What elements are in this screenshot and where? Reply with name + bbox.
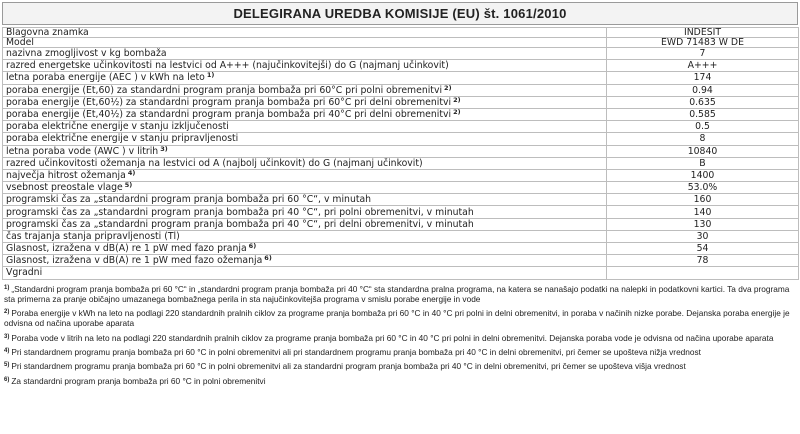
spec-label-cell: [3, 60, 607, 72]
spec-label-cell: [3, 96, 607, 108]
spec-row: [3, 38, 799, 48]
spec-label-cell: [3, 194, 607, 206]
footnote-ref: 3): [160, 145, 168, 153]
spec-value: 0.94: [607, 84, 799, 96]
footnote-text: Poraba energije v kWh na leto na podlagi 220 standardnih pralnih ciklov za programe pranja bombaža pri 60 °C in 40 °C pri polni in delni obremenitvi, in poraba v načinih nizke porabe. Dejanska poraba energije je odvisna od načina uporabe aparata: [4, 308, 790, 329]
footnote-ref: 2): [453, 96, 461, 104]
spec-row: [3, 218, 799, 230]
spec-row: [3, 255, 799, 267]
spec-value: 0.585: [607, 108, 799, 120]
footnote-item: [4, 376, 798, 386]
spec-label-cell: [3, 157, 607, 169]
footnote-ref: 1): [206, 71, 215, 80]
footnote-number: 6): [4, 376, 10, 383]
spec-row: [3, 60, 799, 72]
spec-label: programski čas za „standardni program pranja bombaža pri 40 °C“, pri delni obremenitvi, v minutah: [6, 218, 474, 230]
spec-label-cell: [3, 230, 607, 242]
spec-label: razred učinkovitosti ožemanja na lestvici od A (najbolj učinkovit) do G (najmanj učinkovit): [6, 157, 423, 169]
spec-value: 78: [607, 255, 799, 267]
spec-row: [3, 169, 799, 181]
footnotes: [2, 284, 798, 386]
spec-label: Glasnost, izražena v dB(A) re 1 pW med fazo ožemanja: [6, 255, 263, 267]
footnote-ref: 4): [127, 169, 136, 177]
spec-label: poraba energije (Et,60½) za standardni program pranja bombaža pri 60°C pri delni obremenitvi: [6, 96, 452, 108]
footnote-ref: 6): [248, 242, 257, 251]
spec-value: 1400: [607, 169, 799, 181]
spec-value: 0.635: [607, 96, 799, 108]
spec-row: [3, 48, 799, 60]
footnote-item: [4, 333, 798, 343]
spec-label-cell: [3, 72, 607, 84]
spec-label: programski čas za „standardni program pranja bombaža pri 40 °C“, pri polni obremenitvi, v minutah: [6, 206, 474, 218]
spec-value: A+++: [607, 60, 799, 72]
spec-row: [3, 84, 799, 96]
spec-label: letna poraba vode (AWC ) v litrih: [6, 145, 159, 157]
spec-value: 140: [607, 206, 799, 218]
footnote-item: [4, 347, 798, 357]
spec-label: poraba električne energije v stanju pripravljenosti: [6, 133, 239, 145]
spec-label: največja hitrost ožemanja: [6, 169, 126, 181]
spec-label: razred energetske učinkovitosti na lestvici od A+++ (najučinkovitejši) do G (najmanj učinkovit): [6, 60, 449, 72]
spec-label-cell: [3, 169, 607, 181]
spec-value: 8: [607, 133, 799, 145]
spec-row: [3, 182, 799, 194]
footnote-number: 5): [4, 362, 10, 369]
spec-row: [3, 206, 799, 218]
spec-label-cell: [3, 206, 607, 218]
spec-label-cell: [3, 28, 607, 38]
spec-label-cell: [3, 243, 607, 255]
spec-label: vsebnost preostale vlage: [6, 182, 123, 194]
spec-row: [3, 230, 799, 242]
footnote-text: Pri standardnem programu pranja bombaža pri 60 °C in polni obremenitvi ali za standardni program pranja bombaža pri 40 °C in delni obremenitvi, pri čemer se upošteva višja vrednost: [11, 361, 686, 372]
spec-label: Vgradni: [6, 267, 43, 279]
footnote-text: Pri standardnem programu pranja bombaža pri 60 °C in polni obremenitvi ali pri standardnem programu pranja bombaža pri 40 °C in delni obremenitvi, pri čemer se upošteva nižja vrednost: [11, 347, 701, 358]
footnote-text: Poraba vode v litrih na leto na podlagi 220 standardnih pralnih ciklov za programe pranja bombaža pri 60 °C in 40 °C pri polni in delni obremenitvi. Dejanska poraba vode je odvisna od načina uporabe aparata: [11, 332, 774, 343]
spec-value: 160: [607, 194, 799, 206]
spec-label-cell: [3, 218, 607, 230]
document-title: DELEGIRANA UREDBA KOMISIJE (EU) št. 1061/2010: [2, 2, 798, 25]
footnote-ref: 5): [124, 181, 133, 190]
spec-label-cell: [3, 48, 607, 60]
footnote-ref: 2): [453, 108, 461, 117]
spec-label: poraba električne energije v stanju izključenosti: [6, 121, 229, 133]
spec-label: letna poraba energije (AEC ) v kWh na leto: [6, 72, 205, 84]
spec-label: čas trajanja stanja pripravljenosti (Tl): [6, 230, 180, 242]
spec-row: [3, 157, 799, 169]
spec-row: [3, 121, 799, 133]
footnote-item: [4, 308, 798, 329]
footnote-number: 4): [4, 348, 10, 355]
footnote-number: 3): [4, 333, 10, 340]
spec-value: 10840: [607, 145, 799, 157]
spec-label-cell: [3, 38, 607, 48]
energy-label-sheet: [2, 2, 798, 386]
footnote-item: [4, 361, 798, 371]
footnote-text: Za standardni program pranja bombaža pri 60 °C in polni obremenitvi: [11, 375, 266, 386]
spec-label-cell: [3, 182, 607, 194]
spec-value: EWD 71483 W DE: [607, 38, 799, 48]
spec-label: poraba energije (Et,40½) za standardni program pranja bombaža pri 40°C pri delni obremenitvi: [6, 109, 452, 121]
spec-value: 30: [607, 230, 799, 242]
spec-value: 130: [607, 218, 799, 230]
spec-label: Model: [6, 37, 34, 48]
spec-table: [2, 27, 799, 280]
footnote-number: 2): [4, 309, 10, 316]
spec-label-cell: [3, 108, 607, 120]
spec-value: INDESIT: [607, 28, 799, 38]
spec-row: [3, 108, 799, 120]
footnote-number: 1): [4, 284, 10, 291]
spec-label: Glasnost, izražena v dB(A) re 1 pW med fazo pranja: [6, 243, 247, 255]
spec-value: [607, 267, 799, 279]
footnote-ref: 2): [444, 84, 452, 92]
spec-row: [3, 96, 799, 108]
spec-row: [3, 243, 799, 255]
spec-value: 53.0%: [607, 182, 799, 194]
spec-row: [3, 194, 799, 206]
footnote-ref: 6): [264, 254, 272, 263]
spec-label-cell: [3, 84, 607, 96]
spec-label: Blagovna znamka: [6, 27, 89, 38]
spec-row: [3, 133, 799, 145]
spec-label-cell: [3, 121, 607, 133]
spec-label-cell: [3, 255, 607, 267]
spec-label: programski čas za „standardni program pranja bombaža pri 60 °C“, v minutah: [6, 194, 372, 206]
spec-row: [3, 267, 799, 279]
spec-label: nazivna zmogljivost v kg bombaža: [6, 48, 167, 60]
footnote-text: „Standardni program pranja bombaža pri 60 °C“ in „standardni program pranja bombaža pri 40 °C“ sta standardna pralna programa, na katera se nanašajo podatki na nalepki in podatkovni kartici. Ta dva programa sta primerna za pranje običajno umazanega bombažnega perila in sta najučinkovitejša programa v smislu porabe energije in vode: [4, 283, 790, 304]
spec-value: B: [607, 157, 799, 169]
spec-value: 7: [607, 48, 799, 60]
spec-label-cell: [3, 267, 607, 279]
spec-label-cell: [3, 133, 607, 145]
footnote-item: [4, 284, 798, 305]
spec-row: [3, 72, 799, 84]
spec-value: 174: [607, 72, 799, 84]
spec-row: [3, 145, 799, 157]
spec-value: 54: [607, 243, 799, 255]
spec-label: poraba energije (Et,60) za standardni program pranja bombaža pri 60°C pri polni obremenitvi: [6, 84, 443, 96]
spec-label-cell: [3, 145, 607, 157]
spec-value: 0.5: [607, 121, 799, 133]
spec-row: [3, 28, 799, 38]
